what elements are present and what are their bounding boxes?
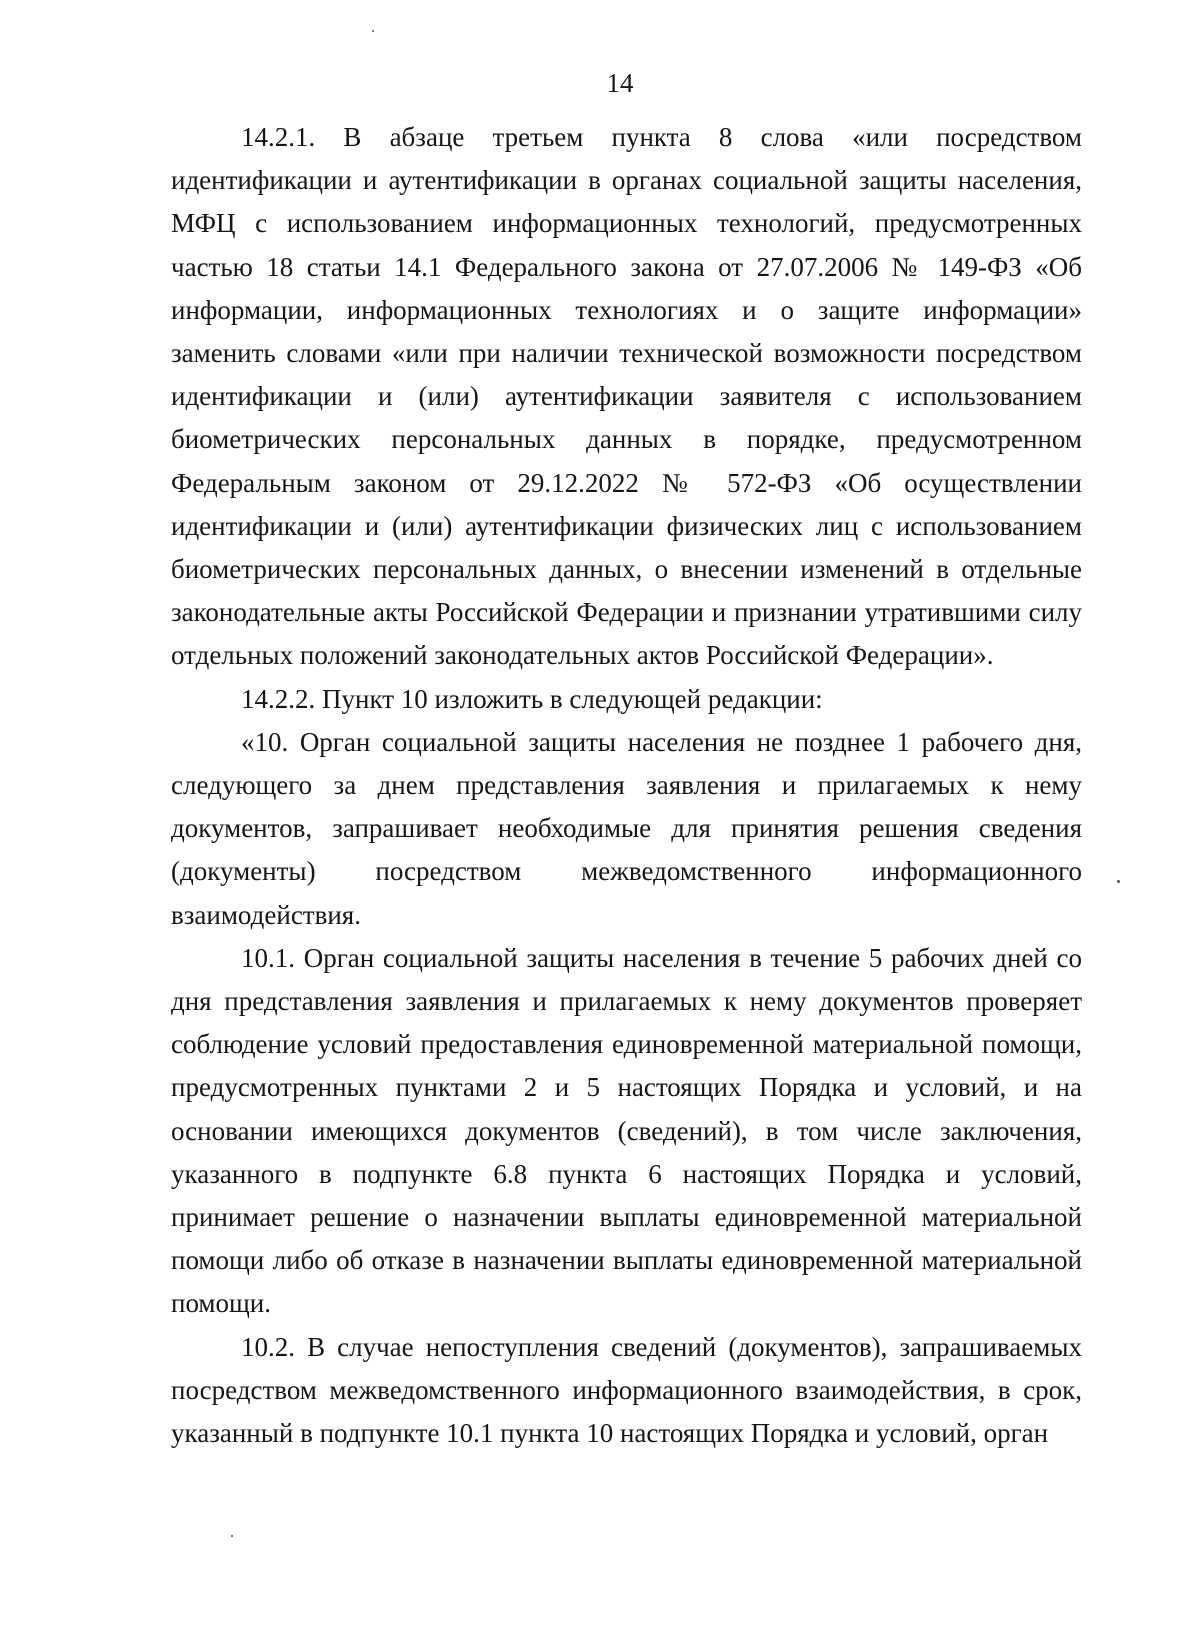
document-body — [171, 116, 1082, 1455]
scan-speck — [231, 1535, 233, 1537]
paragraph-14-2-1: 14.2.1. В абзаце третьем пункта 8 слова «или посредством идентификации и аутентификации в органах социальной защиты населения, МФЦ с использованием информационных технологий, предусмотренных частью 18 статьи 14.1 Федерального закона от 27.07.2006 № 149-ФЗ «Об информации, информационных технологиях и о защите информации» заменить словами «или при наличии технической возможности посредством идентификации и (или) аутентификации заявителя с использованием биометрических персональных данных в порядке, предусмотренном Федеральным законом от 29.12.2022 № 572-ФЗ «Об осуществлении идентификации и (или) аутентификации физических лиц с использованием биометрических персональных данных, о внесении изменений в отдельные законодательные акты Российской Федерации и признании утратившими силу отдельных положений законодательных актов Российской Федерации». — [171, 122, 1082, 671]
paragraph-14-2-2: 14.2.2. Пункт 10 изложить в следующей редакции: — [241, 683, 823, 714]
paragraph-item-10: «10. Орган социальной защиты населения не позднее 1 рабочего дня, следующего за днем представления заявления и прилагаемых к нему документов, запрашивает необходимые для принятия решения сведения (документы) посредством межведомственного информационного взаимодействия. — [171, 726, 1082, 930]
page-number: 14 — [606, 68, 634, 98]
paragraph-item-10-2: 10.2. В случае непоступления сведений (документов), запрашиваемых посредством межведомственного информационного взаимодействия, в срок, указанный в подпункте 10.1 пункта 10 настоящих Порядка и условий, орган — [171, 1331, 1082, 1449]
scan-speck — [1117, 880, 1120, 883]
scan-speck — [372, 30, 374, 32]
paragraph-item-10-1: 10.1. Орган социальной защиты населения в течение 5 рабочих дней со дня представления заявления и прилагаемых к нему документов проверяет соблюдение условий предоставления единовременной материальной помощи, предусмотренных пунктами 2 и 5 настоящих Порядка и условий, и на основании имеющихся документов (сведений), в том числе заключения, указанного в подпункте 6.8 пункта 6 настоящих Порядка и условий, принимает решение о назначении выплаты единовременной материальной помощи либо об отказе в назначении выплаты единовременной материальной помощи. — [171, 942, 1082, 1319]
